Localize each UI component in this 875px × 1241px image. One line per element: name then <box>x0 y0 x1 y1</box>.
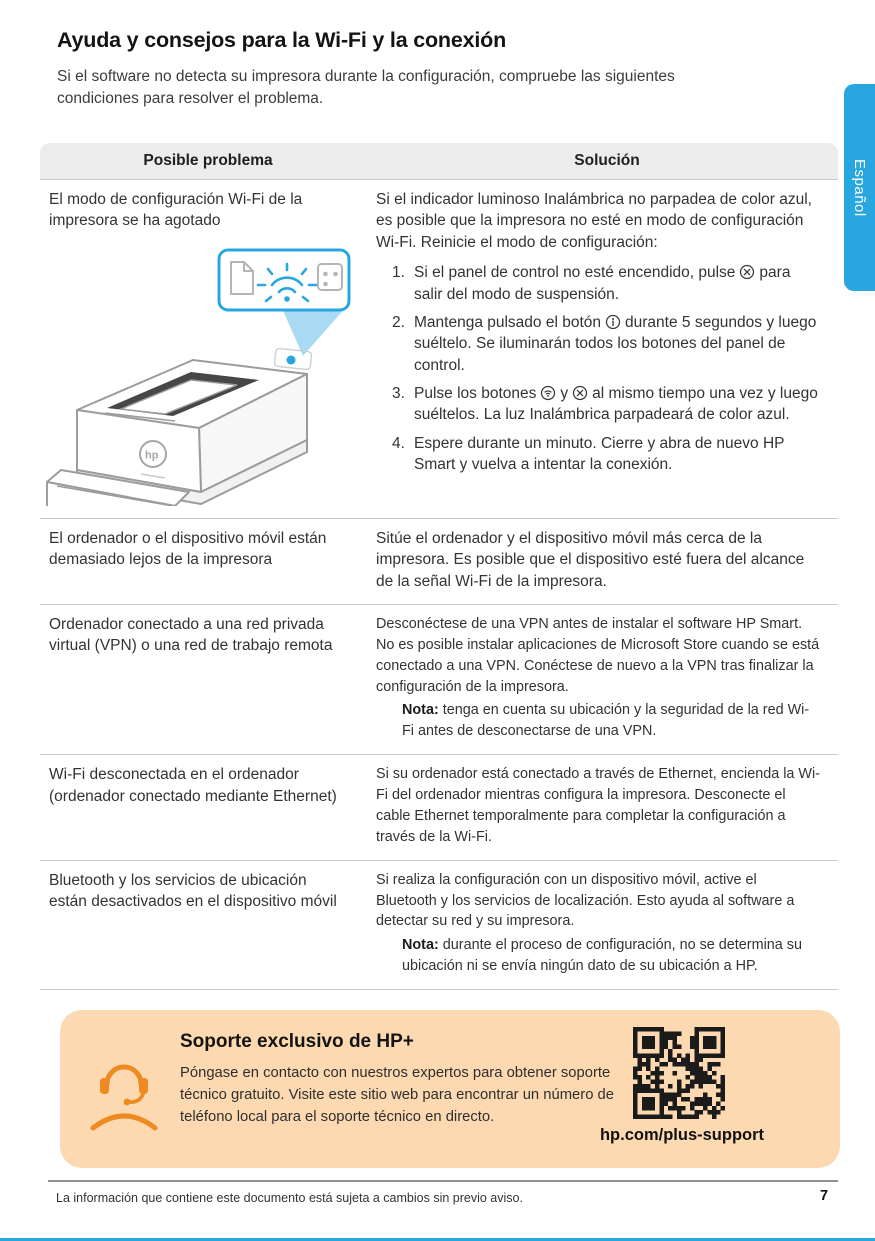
language-tab <box>844 84 875 291</box>
table-row <box>40 755 838 861</box>
footer-note: La información que contiene este documento está sujeta a cambios sin previo aviso. <box>56 1191 523 1205</box>
information-button-icon <box>605 314 621 330</box>
column-header-solution: Solución <box>574 152 640 169</box>
page-number: 7 <box>820 1188 829 1204</box>
support-title: Soporte exclusivo de HP+ <box>180 1031 414 1052</box>
page-title: Ayuda y consejos para la Wi-Fi y la conexión <box>57 28 507 52</box>
troubleshooting-table <box>40 143 838 990</box>
note: Nota: tenga en cuenta su ubicación y la seguridad de la red Wi-Fi antes de desconectarse de una VPN. <box>402 702 810 740</box>
solution-cell: Si el indicador luminoso Inalámbrica no parpadea de color azul, es posible que la impresora no esté en modo de configuración Wi-Fi. Reinicie el modo de configuración: 1. Si el panel de control no esté encendido, pulse para salir del modo de suspensión. 2. Mantenga pulsado el botón durante 5 segundos y luego suéltelo. Se iluminarán todos los botones del panel de control. 3. Pulse los botones y al mismo tiempo una vez y luego suéltelos. La luz Inalámbrica parpadeará de color azul. 4. Espere durante un minuto. Cierre y abra de nuevo HP Smart y vuelva a intentar la conexión. <box>376 189 838 506</box>
svg-text:hp: hp <box>145 449 159 462</box>
printer-illustration <box>41 244 361 506</box>
support-body: Póngase en contacto con nuestros expertos para obtener soporte técnico gratuito. Visite este sitio web para encontrar un número de teléfono local para el soporte técnico en directo. <box>180 1065 615 1126</box>
problem-cell: Bluetooth y los servicios de ubicación están desactivados en el dispositivo móvil <box>49 871 337 910</box>
cancel-button-icon <box>572 385 588 401</box>
callout-pointer <box>281 306 347 356</box>
table-row <box>40 861 838 990</box>
table-row <box>40 519 838 605</box>
qr-code <box>633 1027 725 1119</box>
cancel-button-icon <box>739 264 755 280</box>
problem-cell: Ordenador conectado a una red privada virtual (VPN) o una red de trabajo remota <box>49 615 333 655</box>
table-row <box>40 605 838 755</box>
table-header <box>40 143 838 180</box>
table-row <box>40 180 838 519</box>
step-3: 3. Pulse los botones y al mismo tiempo una vez y luego suéltelos. La luz Inalámbrica parpadeará de color azul. <box>392 385 818 424</box>
solution-cell: Si su ordenador está conectado a través de Ethernet, encienda la Wi-Fi del ordenador mientras configura la impresora. Desconecte el cable Ethernet temporalmente para completar la configuración a través de la Wi-Fi. <box>376 766 820 845</box>
step-1: 1. Si el panel de control no esté encendido, pulse para salir del modo de suspensión. <box>392 264 791 303</box>
language-tab-label: Español <box>851 158 868 217</box>
support-headset-icon <box>86 1048 162 1132</box>
solution-cell: Desconéctese de una VPN antes de instalar el software HP Smart. No es posible instalar aplicaciones de Microsoft Store cuando se está conectado a una VPN. Conéctese de nuevo a la VPN tras finalizar la configuración de la impresora. Nota: tenga en cuenta su ubicación y la seguridad de la red Wi-Fi antes de desconectarse de una VPN. <box>376 614 838 742</box>
problem-cell: El ordenador o el dispositivo móvil están demasiado lejos de la impresora <box>49 529 327 569</box>
solution-cell: Sitúe el ordenador y el dispositivo móvil más cerca de la impresora. Es posible que el dispositivo esté fuera del alcance de la señal Wi-Fi de la impresora. <box>376 529 805 590</box>
step-2: 2. Mantenga pulsado el botón durante 5 segundos y luego suéltelo. Se iluminarán todos los botones del panel de control. <box>392 313 817 374</box>
problem-cell: Wi-Fi desconectada en el ordenador (ordenador conectado mediante Ethernet) <box>49 766 337 805</box>
step-4: 4. Espere durante un minuto. Cierre y abra de nuevo HP Smart y vuelva a intentar la conexión. <box>392 434 785 474</box>
hp-plus-support-box <box>60 1010 840 1168</box>
wireless-light <box>287 355 296 364</box>
problem-cell: El modo de configuración Wi-Fi de la impresora se ha agotado hp <box>40 189 376 506</box>
note: Nota: durante el proceso de configuración, no se determina su ubicación ni se envía ningún dato de su ubicación a HP. <box>402 937 802 975</box>
support-url[interactable]: hp.com/plus-support <box>599 1126 765 1144</box>
wireless-button-icon <box>540 385 556 401</box>
solution-cell: Si realiza la configuración con un dispositivo móvil, active el Bluetooth y los servicios de localización. Esto ayuda al software a detectar su red y su impresora. Nota: durante el proceso de configuración, no se determina su ubicación ni se envía ningún dato de su ubicación a HP. <box>376 870 838 977</box>
footer-divider <box>48 1180 838 1182</box>
status-callout <box>219 250 349 310</box>
column-header-problem: Posible problema <box>143 152 273 169</box>
solution-steps <box>376 262 820 475</box>
intro-text: Si el software no detecta su impresora durante la configuración, compruebe las siguientes condiciones para resolver el problema. <box>57 68 675 107</box>
